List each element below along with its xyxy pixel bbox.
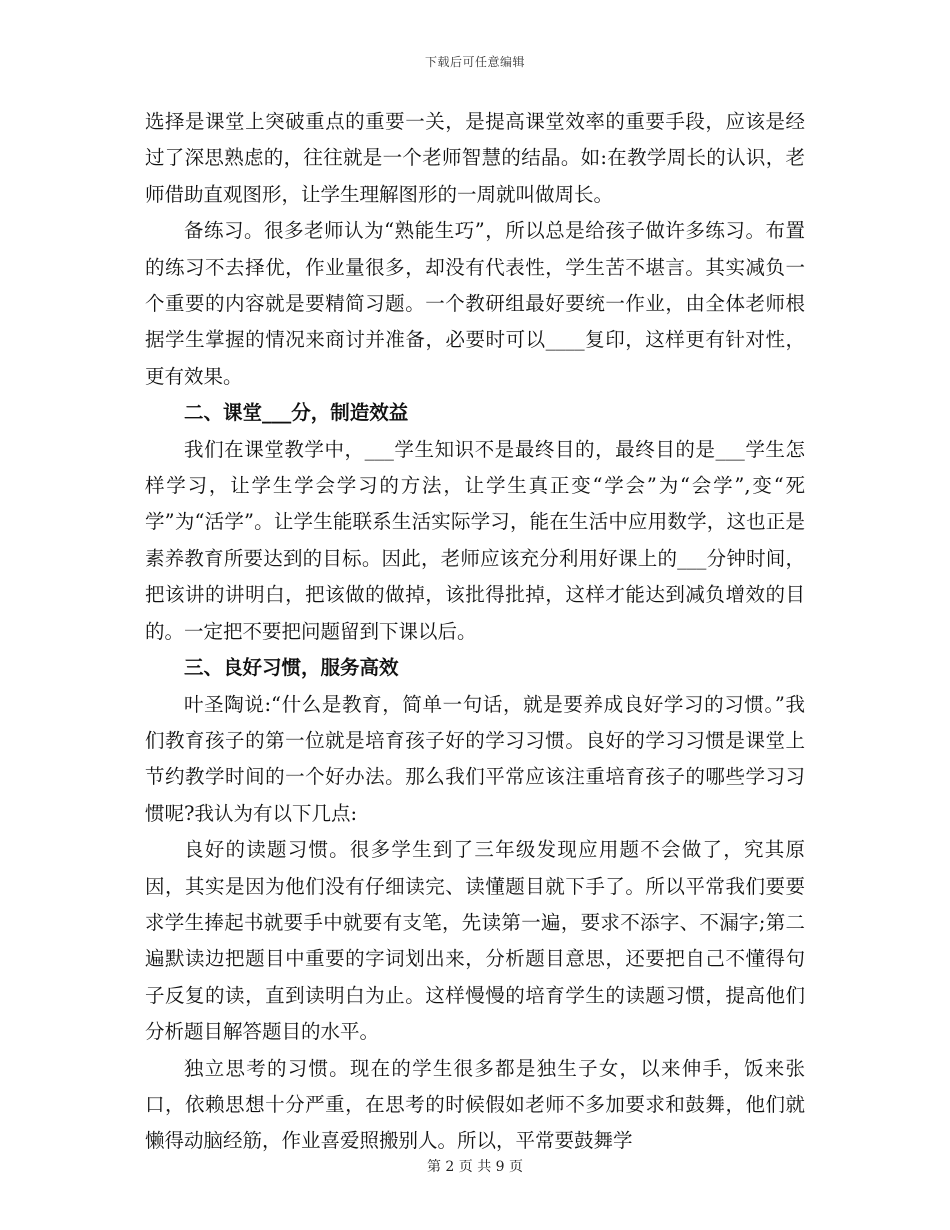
paragraph-reading-habit: 良好的读题习惯。很多学生到了三年级发现应用题不会做了，究其原因，其实是因为他们没有仔细读完、读懂题目就下手了。所以平常我们要要求学生捧起书就要手中就要有支笔，先读第一遍，要求不添字、不漏字;第二遍默读边把题目中重要的字词划出来，分析题目意思，还要把自己不懂得句子反复的读，直到读明白为止。这样慢慢的培育学生的读题习惯，提高他们分析题目解答题目的水平。 [145,838,805,1044]
page-number: 第 2 页 共 9 页 [426,1159,524,1175]
paragraph-classroom: 我们在课堂教学中，___学生知识不是最终目的，最终目的是___学生怎样学习，让学生学会学习的方法，让学生真正变“学会”为“会学”,变“死学”为“活学”。让学生能联系生活实际学习，能在生活中应用数学，这也正是素养教育所要达到的目标。因此，老师应该充分利用好课上的___分钟时间，把该讲的讲明白，把该做的做掉，该批得批掉，这样才能达到减负增效的目的。一定把不要把问题留到下课以后。 [145,437,805,643]
paragraph-continuation: 选择是课堂上突破重点的重要一关，是提高课堂效率的重要手段，应该是经过了深思熟虑的，往往就是一个老师智慧的结晶。如:在教学周长的认识，老师借助直观图形，让学生理解图形的一周就叫做周长。 [145,110,805,206]
section-heading-3: 三、良好习惯，服务高效 [184,656,399,680]
paragraph-ye-shengtao-quote: 叶圣陶说:“什么是教育，简单一句话，就是要养成良好学习的习惯。”我们教育孩子的第一位就是培育孩子好的学习习惯。良好的学习习惯是课堂上节约教学时间的一个好办法。那么我们平常应该注重培育孩子的哪些学习习惯呢?我认为有以下几点: [145,692,805,825]
header-note: 下载后可任意编辑 [424,55,525,69]
paragraph-practice: 备练习。很多老师认为“熟能生巧”，所以总是给孩子做许多练习。布置的练习不去择优，作业量很多，却没有代表性，学生苦不堪言。其实减负一个重要的内容就是要精简习题。一个教研组最好要统一作业，由全体老师根据学生掌握的情况来商讨并准备，必要时可以____复印，这样更有针对性，更有效果。 [145,219,805,388]
document-body [145,104,805,1160]
section-heading-2: 二、课堂___分，制造效益 [184,401,409,425]
paragraph-independent-thinking: 独立思考的习惯。现在的学生很多都是独生子女，以来伸手，饭来张口，依赖思想十分严重，在思考的时候假如老师不多加要求和鼓舞，他们就懒得动脑经筋，作业喜爱照搬别人。所以，平常要鼓舞学 [145,1056,805,1153]
